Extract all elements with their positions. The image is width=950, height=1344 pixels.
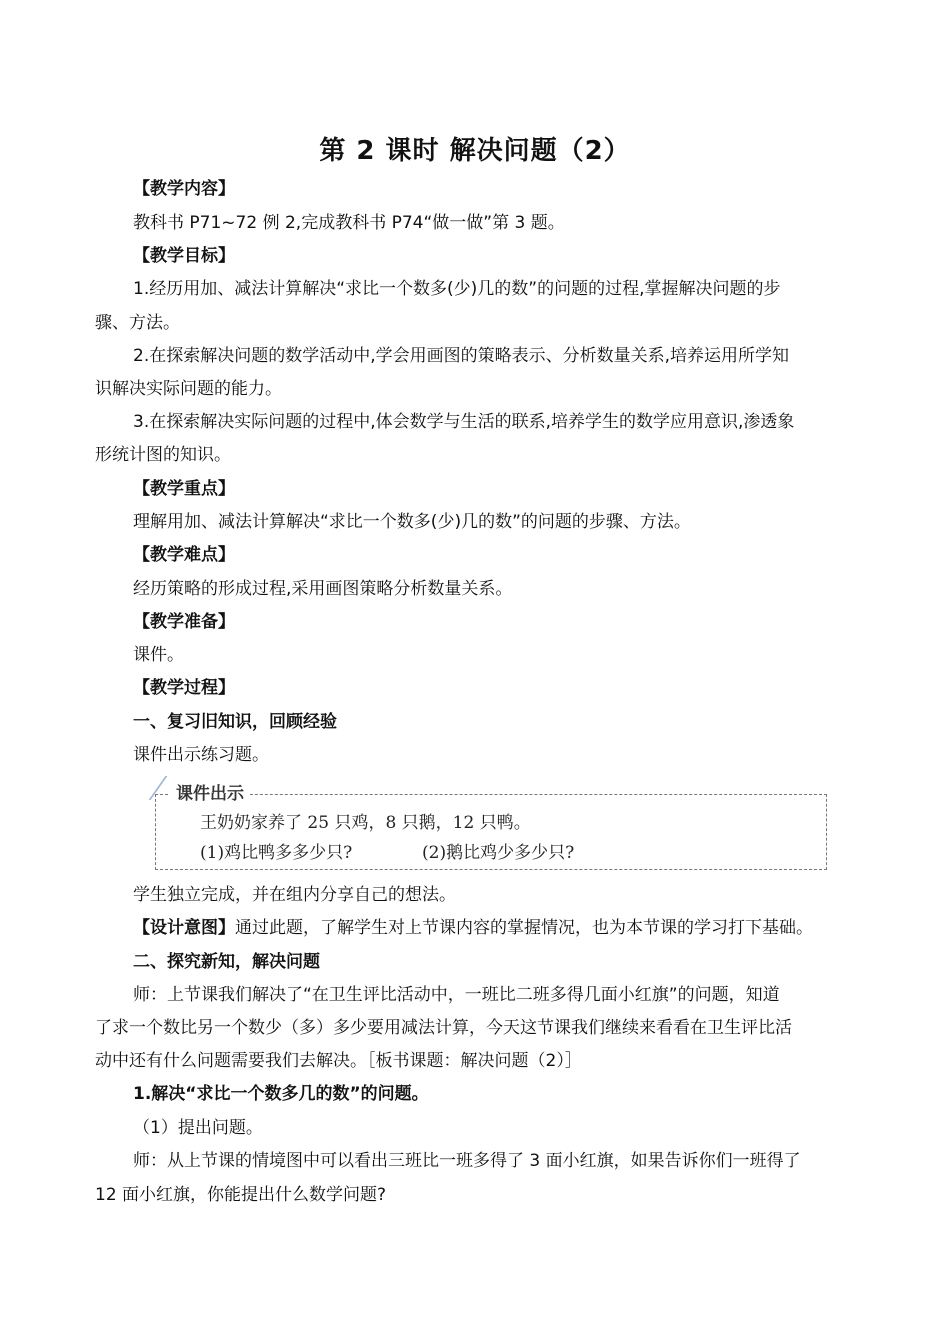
section-2-heading: 二、探究新知，解决问题 <box>133 952 320 972</box>
goal-1-line-2: 骤、方法。 <box>95 313 180 333</box>
design-intent-text: 通过此题，了解学生对上节课内容的掌握情况，也为本节课的学习打下基础。 <box>235 918 813 938</box>
section-heading-content: 【教学内容】 <box>133 179 235 199</box>
teacher-1-line-1: 师：上节课我们解决了“在卫生评比活动中，一班比二班多得几面小红旗”的问题，知道 <box>133 985 780 1005</box>
content-text: 教科书 P71~72 例 2,完成教科书 P74“做一做”第 3 题。 <box>133 213 565 233</box>
step-1: （1）提出问题。 <box>133 1118 263 1138</box>
section-heading-key: 【教学重点】 <box>133 479 235 499</box>
goal-3-line-1: 3.在探索解决实际问题的过程中,体会数学与生活的联系,培养学生的数学应用意识,渗透象 <box>133 412 795 432</box>
goal-2-line-1: 2.在探索解决问题的数学活动中,学会用画图的策略表示、分析数量关系,培养运用所学知 <box>133 346 790 366</box>
section-heading-prep: 【教学准备】 <box>133 612 235 632</box>
section-heading-goals: 【教学目标】 <box>133 246 235 266</box>
goal-1-line-1: 1.经历用加、减法计算解决“求比一个数多(少)几的数”的问题的过程,掌握解决问题的步 <box>133 279 781 299</box>
teacher-1-line-3: 动中还有什么问题需要我们去解决。［板书课题：解决问题（2）］ <box>95 1051 582 1071</box>
section-heading-difficulty: 【教学难点】 <box>133 545 235 565</box>
section-heading-process: 【教学过程】 <box>133 678 235 698</box>
courseware-box-tab: 课件出示 <box>170 783 250 805</box>
teacher-1-line-2: 了求一个数比另一个数少（多）多少要用减法计算，今天这节课我们继续来看看在卫生评比活 <box>95 1018 792 1038</box>
prep-text: 课件。 <box>133 645 184 665</box>
courseware-question-2: (2)鹅比鸡少多少只? <box>422 843 575 863</box>
difficulty-text: 经历策略的形成过程,采用画图策略分析数量关系。 <box>133 579 513 599</box>
section-1-heading: 一、复习旧知识，回顾经验 <box>133 712 337 732</box>
design-intent-label: 【设计意图】 <box>133 918 235 938</box>
teacher-2-line-1: 师：从上节课的情境图中可以看出三班比一班多得了 3 面小红旗，如果告诉你们一班得了 <box>133 1151 801 1171</box>
page-title: 第 2 课时 解决问题（2） <box>319 136 631 166</box>
design-intent <box>133 917 813 939</box>
goal-2-line-2: 识解决实际问题的能力。 <box>95 379 282 399</box>
after-box-text: 学生独立完成，并在组内分享自己的想法。 <box>133 885 456 905</box>
key-text: 理解用加、减法计算解决“求比一个数多(少)几的数”的问题的步骤、方法。 <box>133 512 691 532</box>
goal-3-line-2: 形统计图的知识。 <box>95 445 231 465</box>
courseware-line-1: 王奶奶家养了 25 只鸡，8 只鹅，12 只鸭。 <box>200 813 531 833</box>
courseware-question-1: (1)鸡比鸭多多少只? <box>200 843 353 863</box>
section-1-text: 课件出示练习题。 <box>133 745 269 765</box>
teacher-2-line-2: 12 面小红旗，你能提出什么数学问题? <box>95 1185 387 1205</box>
subsection-1-heading: 1.解决“求比一个数多几的数”的问题。 <box>133 1084 429 1104</box>
